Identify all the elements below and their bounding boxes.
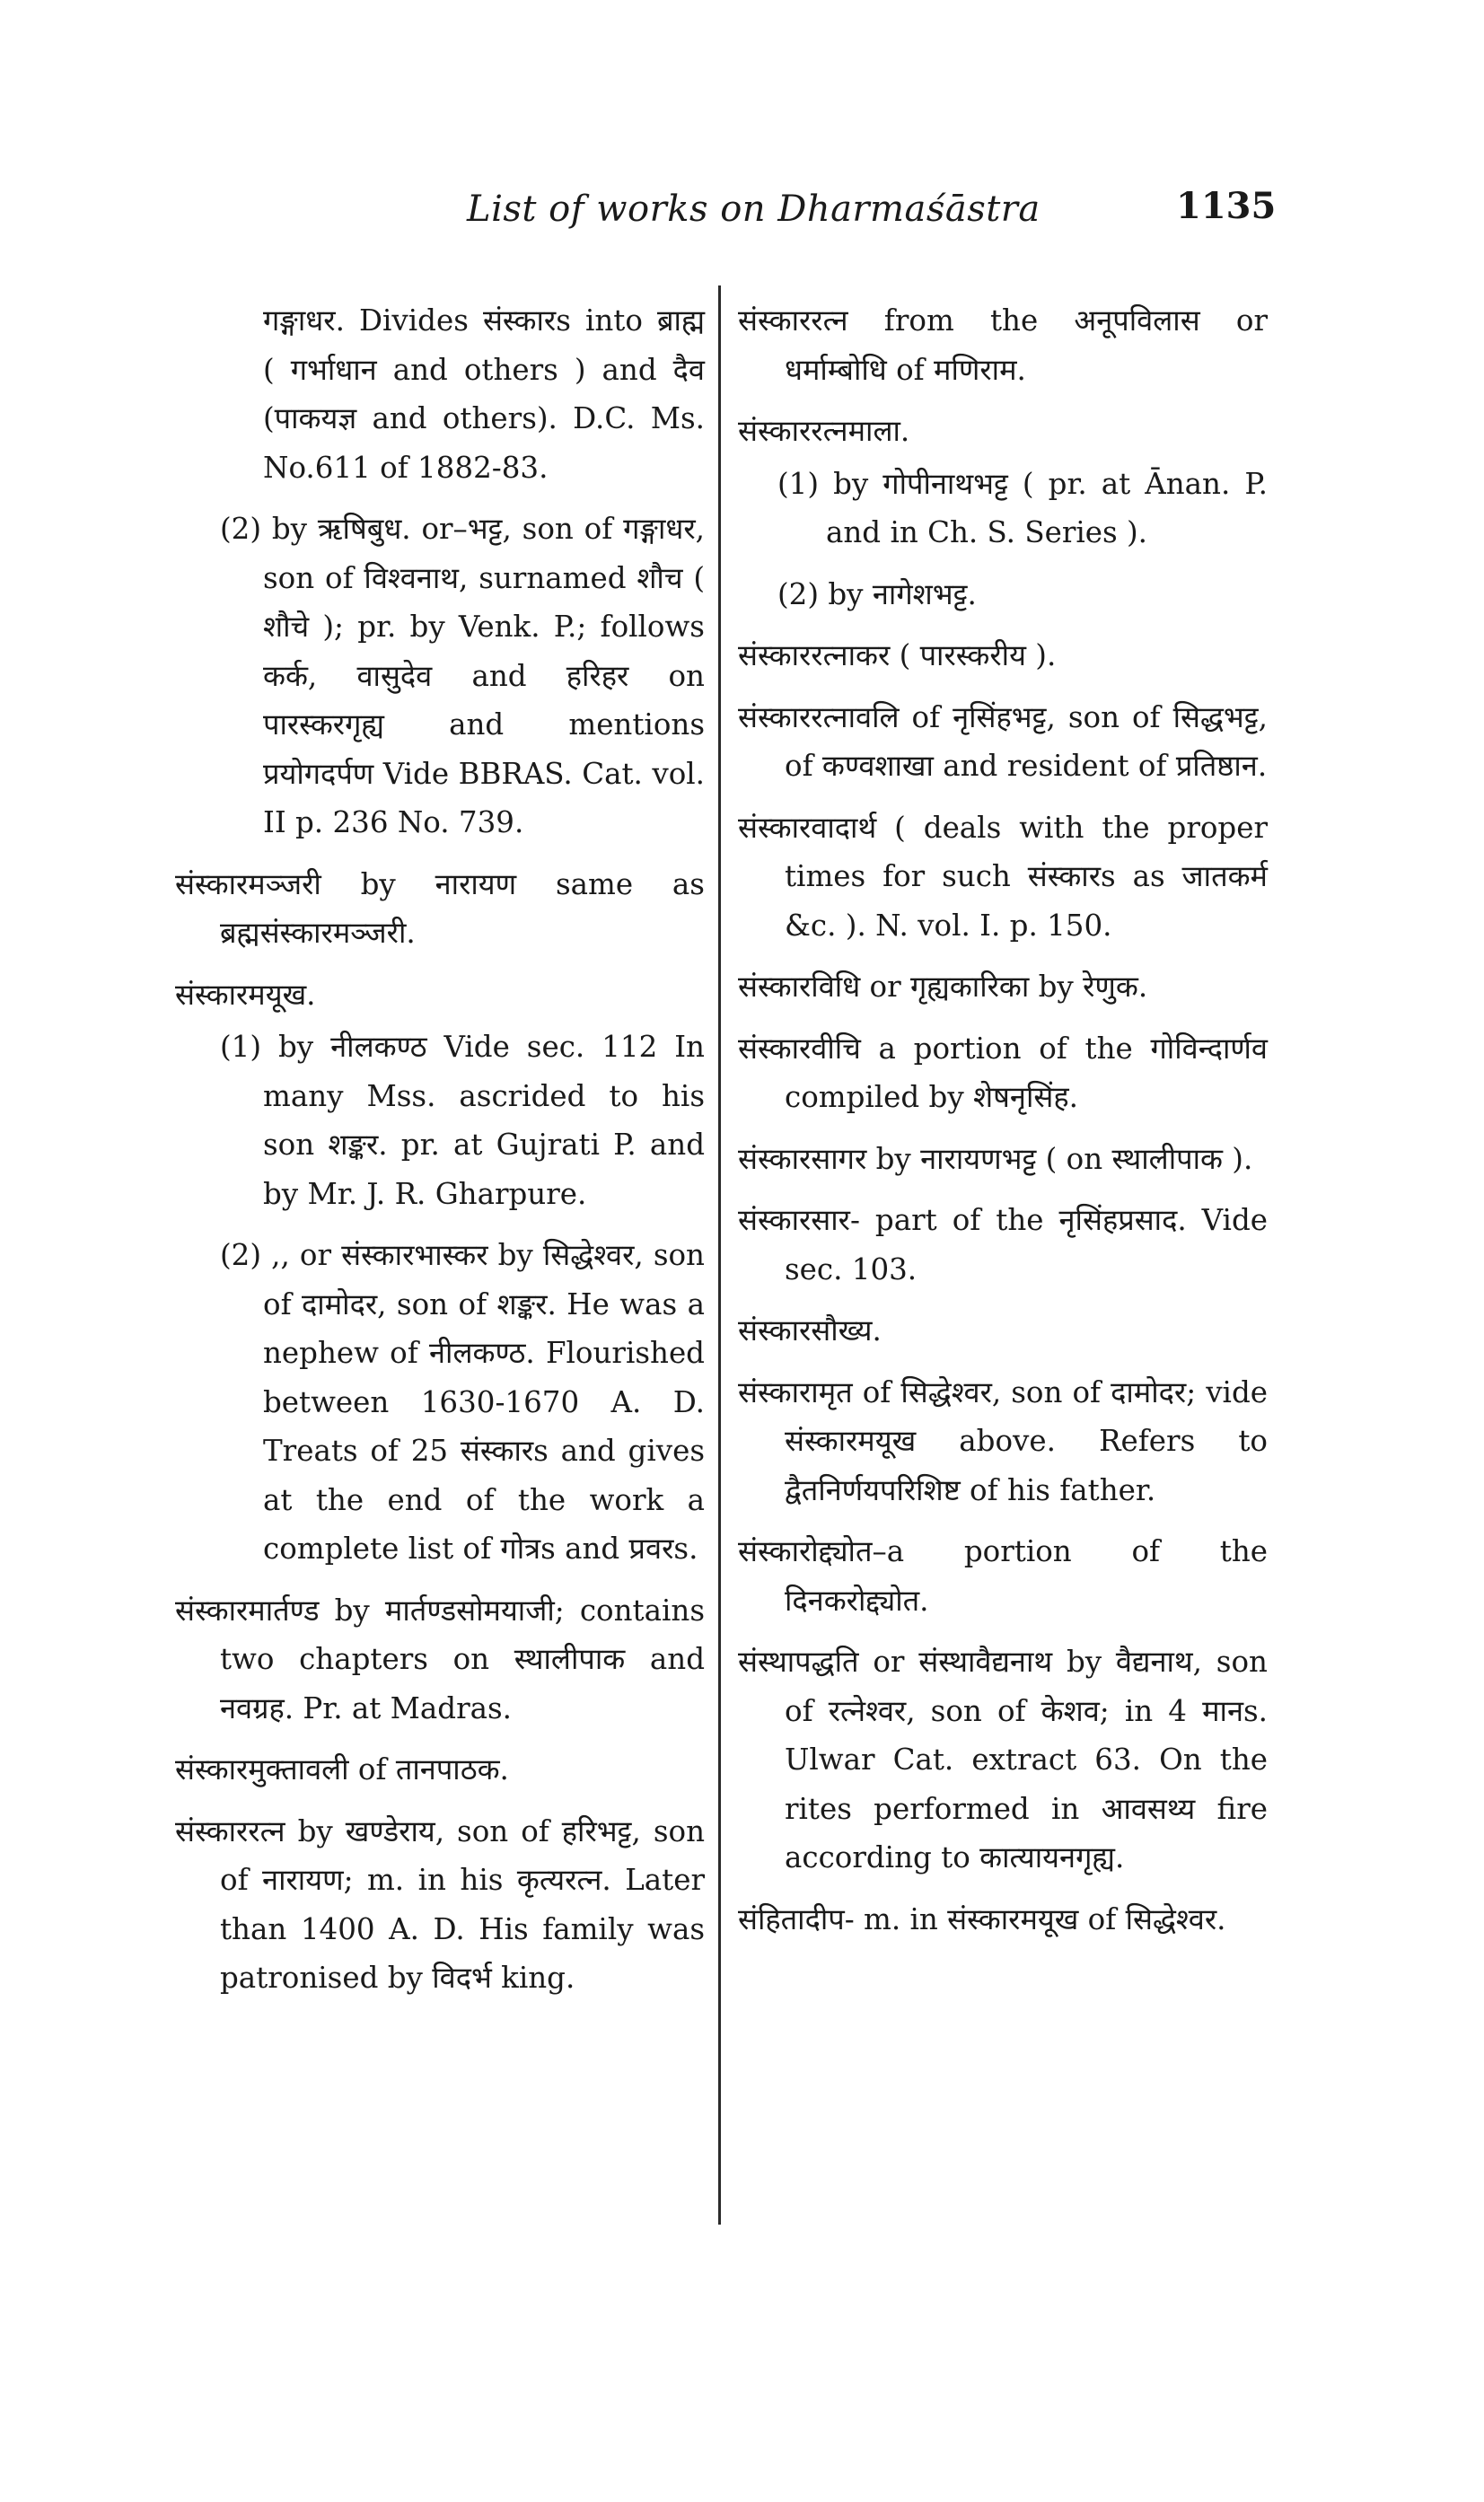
entry: संस्काररत्नाकर ( पारस्करीय ). [738, 638, 1057, 672]
sub-entry: (2) ,, or संस्कारभास्कर by सिद्धेश्वर, son of दामोदर, son of शङ्कर. He was a nephew of नीलकण्ठ. Flourished between 1630-1670 A. D. Treats of 25 संस्कारs and gives at the end of the work a complete list of गोत्रs and प्रवरs. [220, 1238, 705, 1566]
sub-entry: (1) by गोपीनाथभट्ट ( pr. at Ānan. P. and in Ch. S. Series ). [777, 466, 1268, 549]
entry: संस्काररत्नमाला. [738, 414, 910, 448]
column-divider [718, 285, 721, 2225]
running-header [0, 180, 1484, 242]
entry: संस्काररत्न by खण्डेराय, son of हरिभट्ट, son of नारायण; m. in his कृत्यरत्न. Later than 1400 A. D. His family was patronised by विदर्भ king. [175, 1813, 705, 1995]
entry: संस्कारविधि or गृह्यकारिका by रेणुक. [738, 970, 1148, 1004]
entry-continuation: गङ्गाधर. Divides संस्कारs into ब्राह्म ( गर्भाधान and others ) and दैव (पाकयज्ञ and others). D.C. Ms. No.611 of 1882-83. [263, 303, 705, 485]
entry: संस्कारमञ्जरी by नारायण same as ब्रह्मसंस्कारमञ्जरी. [175, 866, 705, 950]
sub-entry: (2) by नागेशभट्ट. [777, 576, 977, 611]
right-column [738, 296, 1268, 1956]
entry: संस्कारोद्द्योत–a portion of the दिनकरोद्द्योत. [738, 1534, 1268, 1618]
running-title: List of works on Dharmaśāstra [467, 189, 1041, 230]
entry: संस्कारमयूख. [175, 977, 316, 1012]
entry: संस्कारवादार्थ ( deals with the proper times for such संस्कारs as जातकर्म &c. ). N. vol. I. p. 150. [738, 810, 1268, 943]
entry: संस्कारमार्तण्ड by मार्तण्डसोमयाजी; contains two chapters on स्थालीपाक and नवग्रह. Pr. at Madras. [175, 1593, 705, 1725]
entry: संस्कारसार- part of the नृसिंहप्रसाद. Vide sec. 103. [738, 1203, 1268, 1286]
left-column [175, 296, 705, 2015]
entry: संस्कारसौख्य. [738, 1313, 882, 1348]
entry: संस्कारवीचि a portion of the गोविन्दार्णव compiled by शेषनृसिंह. [738, 1031, 1268, 1114]
entry: संस्थापद्धति or संस्थावैद्यनाथ by वैद्यनाथ, son of रत्नेश्वर, son of केशव; in 4 मानs. Ulwar Cat. extract 63. On the rites performed in आवसथ्य fire according to कात्यायनगृह्य. [738, 1645, 1268, 1874]
entry: संस्काररत्नावलि of नृसिंहभट्ट, son of सिद्धभट्ट, of कण्वशाखा and resident of प्रतिष्ठान. [738, 699, 1268, 783]
sub-entry: (1) by नीलकण्ठ Vide sec. 112 In many Mss. ascrided to his son शङ्कर. pr. at Gujrati P. and by Mr. J. R. Gharpure. [220, 1030, 705, 1211]
page-number: 1135 [1176, 185, 1277, 227]
entry: संस्काररत्न from the अनूपविलास or धर्माम्बोधि of मणिराम. [738, 303, 1268, 387]
entry: संस्कारसागर by नारायणभट्ट ( on स्थालीपाक ). [738, 1141, 1253, 1176]
entry: संस्कारामृत of सिद्धेश्वर, son of दामोदर; vide संस्कारमयूख above. Refers to द्वैतनिर्णयपरिशिष्ट of his father. [738, 1374, 1268, 1507]
sub-entry: (2) by ऋषिबुध. or–भट्ट, son of गङ्गाधर, son of विश्वनाथ, surnamed शौच ( शौचे ); pr. by Venk. P.; follows कर्क, वासुदेव and हरिहर on पारस्करगृह्य and mentions प्रयोगदर्पण Vide BBRAS. Cat. vol. II p. 236 No. 739. [220, 512, 705, 839]
entry: संस्कारमुक्तावली of तानपाठक. [175, 1752, 509, 1787]
entry: संहितादीप- m. in संस्कारमयूख of सिद्धेश्वर. [738, 1901, 1226, 1936]
